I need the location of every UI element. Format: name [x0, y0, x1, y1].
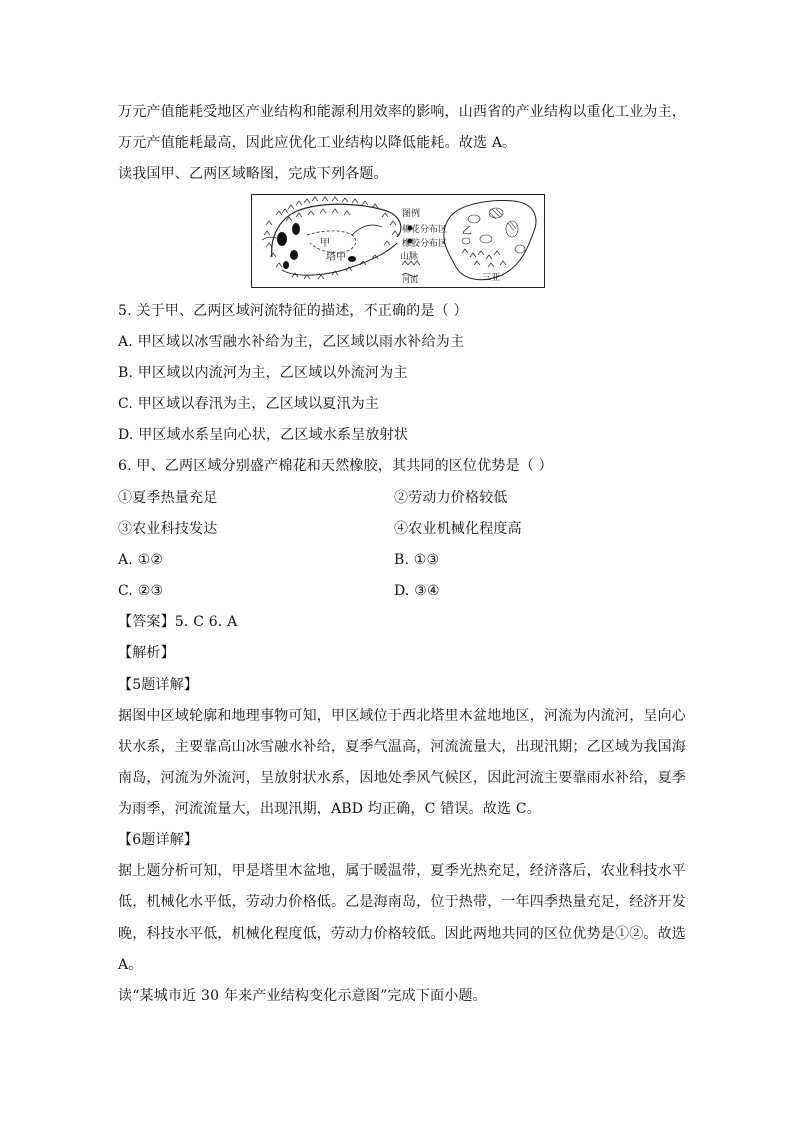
detail5-line: 据图中区域轮廓和地理事物可知，甲区域位于西北塔里木盆地地区，河流为内流河，呈向心	[118, 708, 686, 724]
detail5-line: 南岛，河流为外流河，呈放射状水系，因地处季风气候区，因此河流主要靠雨水补给，夏季	[118, 770, 686, 786]
q5-option-c: C. 甲区域以春汛为主，乙区域以夏汛为主	[118, 396, 380, 412]
q5-option-b: B. 甲区域以内流河为主，乙区域以外流河为主	[118, 365, 408, 381]
region-map-figure	[251, 194, 545, 288]
detail6-line: 低，机械化水平低，劳动力价格低。乙是海南岛，位于热带，一年四季热量充足，经济开发	[118, 894, 686, 910]
q6-item-3: ③农业科技发达	[118, 521, 218, 537]
q6-stem: 6. 甲、乙两区域分别盛产棉花和天然橡胶，其共同的区位优势是（ ）	[118, 458, 553, 474]
legend-cotton: 棉花分布区	[402, 225, 448, 235]
q5-option-d: D. 甲区域水系呈向心状，乙区域水系呈放射状	[118, 427, 409, 443]
detail6-title: 【6题详解】	[118, 832, 199, 848]
label-jia: 甲	[320, 238, 330, 249]
text-line: 读“某城市近 30 年来产业结构变化示意图”完成下面小题。	[118, 988, 487, 1004]
legend-rubber: 橡胶分布区	[402, 239, 448, 249]
legend-title: 图例	[402, 209, 421, 219]
text-line: 万元产值能耗最高，因此应优化工业结构以降低能耗。故选 A。	[118, 135, 517, 151]
q6-item-2: ②劳动力价格较低	[394, 490, 508, 506]
detail6-line: 据上题分析可知，甲是塔里木盆地，属于暖温带，夏季光热充足，经济落后，农业科技水平	[118, 863, 686, 879]
detail5-line: 为雨季，河流流量大，出现汛期，ABD 均正确，C 错误。故选 C。	[118, 801, 541, 817]
q6-option-a: A. ①②	[118, 552, 164, 568]
q5-option-a: A. 甲区域以冰雪融水补给为主，乙区域以雨水补给为主	[118, 334, 465, 350]
legend-mountain: 山脉	[400, 252, 419, 262]
q6-item-1: ①夏季热量充足	[118, 490, 218, 506]
text-line: 读我国甲、乙两区域略图，完成下列各题。	[118, 166, 388, 182]
answer-line: 【答案】5. C 6. A	[118, 614, 238, 630]
q5-stem: 5. 关于甲、乙两区域河流特征的描述，不正确的是（ ）	[118, 303, 468, 319]
text-line: 万元产值能耗受地区产业结构和能源利用效率的影响，山西省的产业结构以重化工业为主，	[118, 104, 686, 120]
detail6-line: 晚，科技水平低，机械化程度低，劳动力价格较低。因此两地共同的区位优势是①②。故选	[118, 926, 686, 942]
q6-option-d: D. ③④	[394, 583, 440, 599]
detail5-line: 状水系，主要靠高山冰雪融水补给，夏季气温高，河流流量大，出现汛期；乙区域为我国海	[118, 739, 686, 755]
map-drawing	[252, 195, 544, 287]
label-sanya: 三亚	[482, 273, 501, 283]
q6-option-b: B. ①③	[394, 552, 440, 568]
q6-option-c: C. ②③	[118, 583, 164, 599]
legend-river: 河流	[402, 275, 418, 284]
detail6-line: A。	[118, 957, 143, 973]
detail5-title: 【5题详解】	[118, 677, 199, 693]
label-tazhong: 塔中	[326, 252, 346, 263]
label-yi: 乙	[462, 226, 472, 237]
q6-item-4: ④农业机械化程度高	[394, 521, 522, 537]
analysis-title: 【解析】	[118, 645, 175, 661]
